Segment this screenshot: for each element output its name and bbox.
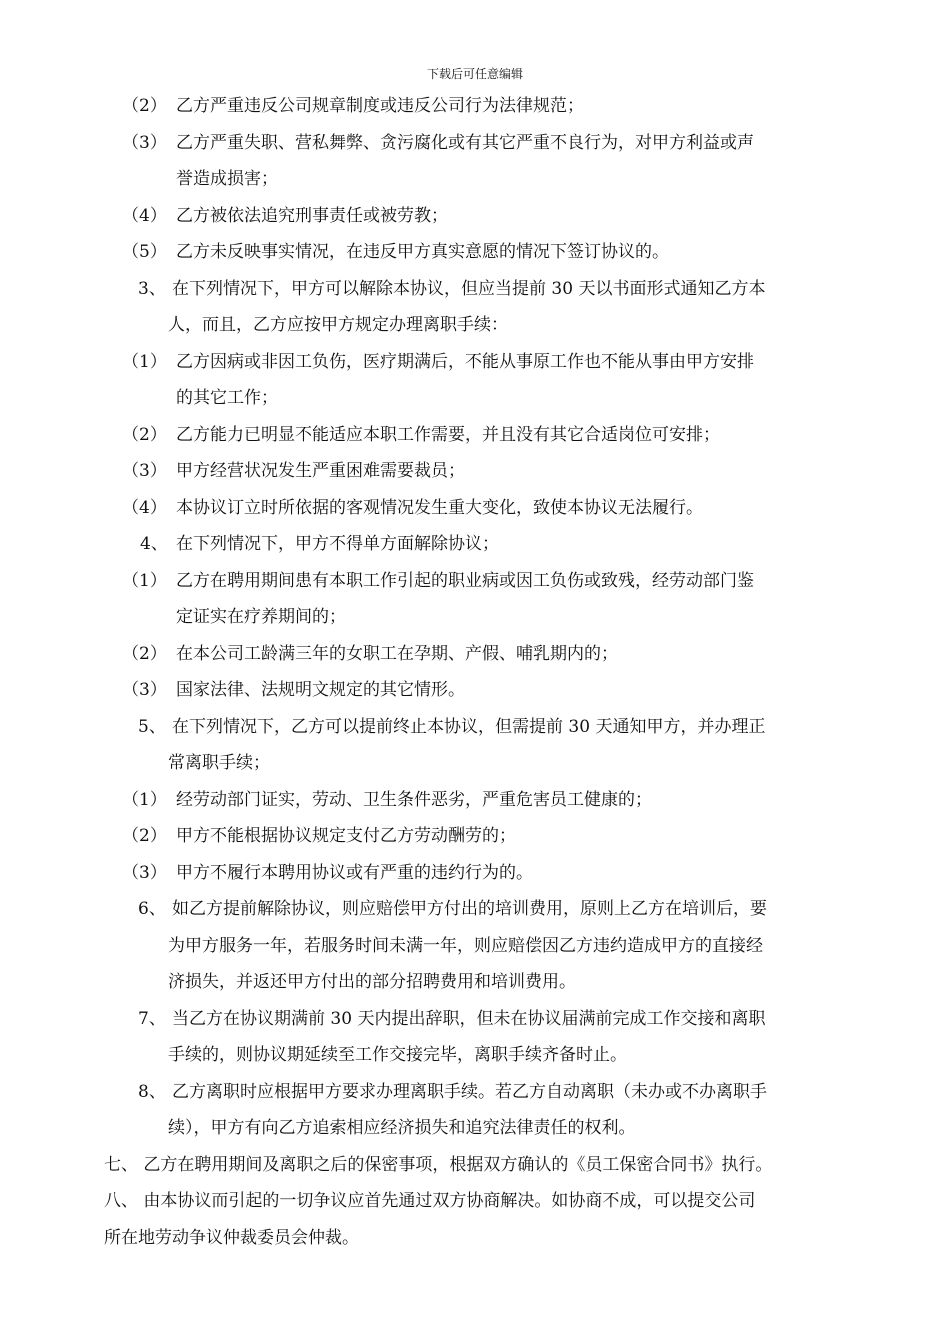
clause-text: 誉造成损害；: [176, 169, 278, 189]
clause-number: 6、: [138, 899, 166, 919]
clause-text: 在下列情况下，甲方不得单方面解除协议；: [176, 534, 499, 554]
clause-text: 在下列情况下，乙方可以提前终止本协议，但需提前 30 天通知甲方，并办理正: [172, 716, 766, 737]
clause-number: （1）: [122, 789, 167, 810]
section-line: [0, 1183, 950, 1220]
clause-line: [0, 417, 950, 454]
clause-text: 乙方严重违反公司规章制度或违反公司行为法律规范；: [176, 96, 584, 116]
clause-number: （2）: [122, 424, 167, 445]
clause-number: （3）: [122, 132, 167, 153]
section-text: 所在地劳动争议仲裁委员会仲裁。: [104, 1227, 359, 1248]
clause-number: （1）: [122, 351, 167, 372]
clause-text: 在本公司工龄满三年的女职工在孕期、产假、哺乳期内的；: [176, 643, 618, 664]
clause-text: 济损失，并返还甲方付出的部分招聘费用和培训费用。: [168, 972, 576, 992]
clause-text: 乙方在聘用期间患有本职工作引起的职业病或因工负伤或致残，经劳动部门鉴: [176, 570, 754, 591]
clause-number: （2）: [122, 643, 167, 664]
clause-line: [0, 1074, 950, 1111]
clause-line: [0, 307, 950, 344]
clause-text: 续），甲方有向乙方追索相应经济损失和追究法律责任的权利。: [168, 1118, 636, 1138]
clause-text: 的其它工作；: [176, 388, 278, 408]
clause-line: [0, 1001, 950, 1038]
clause-line: [0, 891, 950, 928]
clause-line: [0, 745, 950, 782]
clause-text: 乙方能力已明显不能适应本职工作需要，并且没有其它合适岗位可安排；: [176, 424, 720, 445]
clause-number: （3）: [122, 862, 167, 883]
clause-line: [0, 782, 950, 819]
clause-text: 在下列情况下，甲方可以解除本协议，但应当提前 30 天以书面形式通知乙方本: [172, 278, 766, 299]
clause-line: [0, 271, 950, 308]
clause-line: [0, 526, 950, 563]
clause-text: 人，而且，乙方应按甲方规定办理离职手续：: [168, 315, 508, 335]
clause-number: （2）: [122, 826, 167, 846]
clause-text: 当乙方在协议期满前 30 天内提出辞职，但未在协议届满前完成工作交接和离职: [172, 1008, 766, 1029]
section-line: [0, 1220, 950, 1257]
clause-number: （5）: [122, 242, 167, 262]
clause-text: 常离职手续；: [168, 753, 270, 773]
clause-line: [0, 818, 950, 855]
clause-text: 手续的，则协议期延续至工作交接完毕，离职手续齐备时止。: [168, 1045, 627, 1065]
clause-line: [0, 344, 950, 381]
clause-line: [0, 1110, 950, 1147]
clause-text: 定证实在疗养期间的；: [176, 607, 346, 627]
section-text: 八、 由本协议而引起的一切争议应首先通过双方协商解决。如协商不成，可以提交公司: [104, 1191, 756, 1211]
clause-line: [0, 928, 950, 965]
clause-line: [0, 88, 950, 125]
clause-number: （1）: [122, 570, 167, 591]
clause-number: 3、: [138, 278, 166, 299]
clause-text: 经劳动部门证实，劳动、卫生条件恶劣，严重危害员工健康的；: [176, 789, 652, 810]
clause-text: 甲方不能根据协议规定支付乙方劳动酬劳的；: [176, 826, 516, 846]
clause-number: （3）: [122, 461, 167, 481]
clause-text: 本协议订立时所依据的客观情况发生重大变化，致使本协议无法履行。: [176, 497, 703, 518]
clause-line: [0, 161, 950, 198]
section-line: [0, 1147, 950, 1184]
clause-line: [0, 855, 950, 892]
clause-number: （2）: [122, 96, 167, 116]
clause-text: 为甲方服务一年，若服务时间未满一年，则应赔偿因乙方违约造成甲方的直接经: [168, 935, 763, 956]
clause-line: [0, 380, 950, 417]
clause-number: （3）: [122, 680, 167, 700]
clause-text: 乙方因病或非因工负伤，医疗期满后，不能从事原工作也不能从事由甲方安排: [176, 351, 754, 372]
clause-line: [0, 599, 950, 636]
clause-text: 乙方未反映事实情况，在违反甲方真实意愿的情况下签订协议的。: [176, 242, 669, 262]
clause-number: 7、: [138, 1008, 166, 1029]
clause-line: [0, 125, 950, 162]
page-header: 下载后可任意编辑: [426, 67, 523, 81]
clause-number: 8、: [138, 1081, 166, 1102]
clause-number: （4）: [122, 205, 167, 226]
document-body: [0, 88, 950, 1256]
clause-number: （4）: [122, 497, 167, 518]
clause-text: 乙方离职时应根据甲方要求办理离职手续。若乙方自动离职（未办或不办离职手: [172, 1081, 767, 1102]
clause-text: 乙方被依法追究刑事责任或被劳教；: [176, 205, 448, 226]
clause-line: [0, 490, 950, 527]
clause-number: 4、: [140, 534, 168, 554]
clause-line: [0, 563, 950, 600]
clause-text: 甲方不履行本聘用协议或有严重的违约行为的。: [176, 862, 533, 883]
clause-line: [0, 672, 950, 709]
section-text: 七、 乙方在聘用期间及离职之后的保密事项，根据双方确认的《员工保密合同书》执行。: [104, 1154, 773, 1175]
clause-number: 5、: [138, 716, 166, 737]
clause-text: 如乙方提前解除协议，则应赔偿甲方付出的培训费用，原则上乙方在培训后，要: [172, 899, 767, 919]
clause-text: 国家法律、法规明文规定的其它情形。: [176, 680, 465, 700]
clause-line: [0, 453, 950, 490]
clause-text: 乙方严重失职、营私舞弊、贪污腐化或有其它严重不良行为，对甲方利益或声: [176, 132, 754, 153]
clause-line: [0, 636, 950, 673]
clause-line: [0, 709, 950, 746]
clause-line: [0, 234, 950, 271]
clause-text: 甲方经营状况发生严重困难需要裁员；: [176, 461, 465, 481]
clause-line: [0, 198, 950, 235]
clause-line: [0, 964, 950, 1001]
clause-line: [0, 1037, 950, 1074]
